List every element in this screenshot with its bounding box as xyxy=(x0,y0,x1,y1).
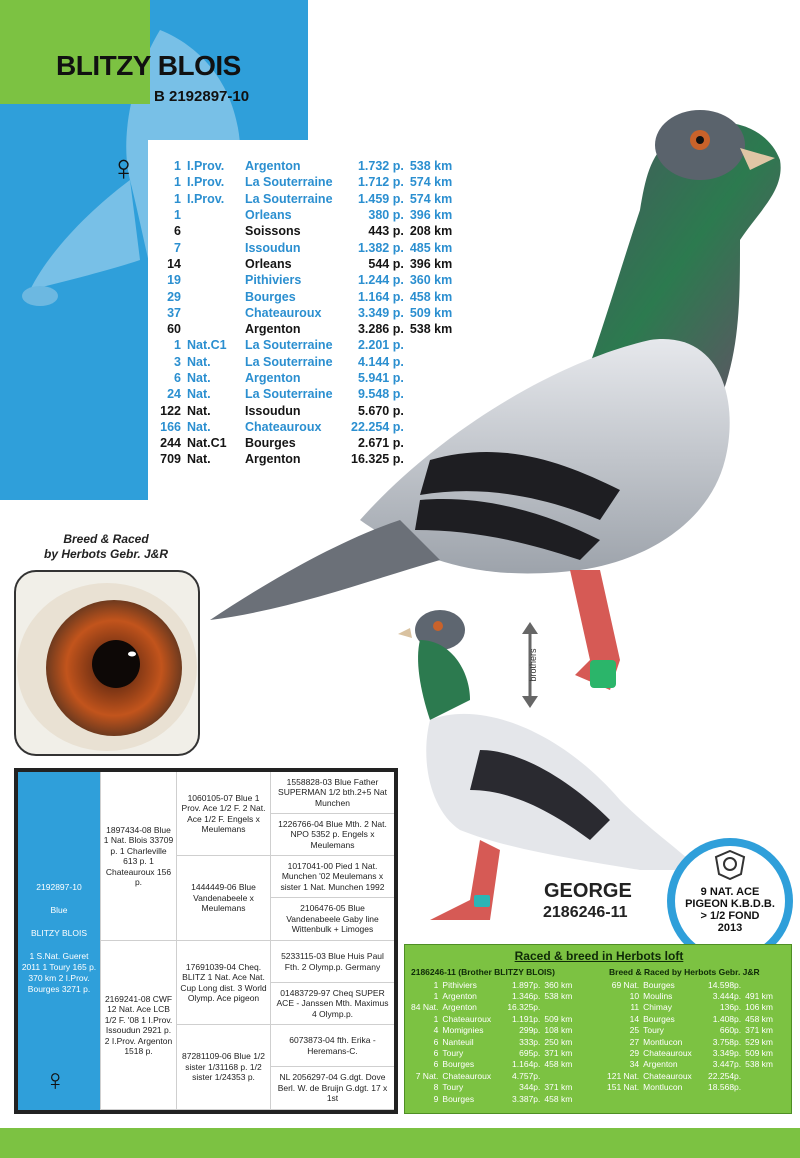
pedigree-ssd: 1226766-04 Blue Mth. 2 Nat. NPO 5352 p. Engels x Meulemans xyxy=(270,814,394,856)
result-rank: 6 xyxy=(174,371,181,385)
result-place: Issoudun xyxy=(245,240,301,255)
result-rank: 166 xyxy=(160,419,181,434)
panel-result-row xyxy=(409,1082,580,1093)
panel-result-dist: 371 km xyxy=(544,1048,573,1059)
pedigree-dam: 2169241-08 CWF 12 Nat. Ace LCB 1/2 F. '08 1 I.Prov. Issoudun 2921 p. 2 I.Prov. Argenton 1518 p. xyxy=(100,941,176,1110)
panel-result-rank: 34 xyxy=(629,1059,640,1070)
pedigree-dam-dam: 87281109-06 Blue 1/2 sister 1/31168 p. 1/2 sister 1/24353 p. xyxy=(176,1025,270,1110)
panel-result-row xyxy=(605,1047,781,1058)
result-rank: 1 xyxy=(174,159,181,174)
panel-result-place: Pithiviers xyxy=(442,979,477,990)
result-coef: 1.164 p. xyxy=(357,289,404,304)
result-coef: 1.712 p. xyxy=(357,175,404,190)
badge-line-4: 2013 xyxy=(717,922,743,934)
result-place: Soissons xyxy=(245,224,301,239)
panel-result-coef: 4.757p. xyxy=(512,1070,541,1081)
panel-result-row xyxy=(409,990,580,1001)
pedigree-chart xyxy=(14,768,398,1114)
panel-result-rank: 69 Nat. xyxy=(611,979,640,990)
result-rank: 24 xyxy=(167,387,181,402)
result-dist: 574 km xyxy=(409,175,453,190)
pedigree-sire-dam: 1444449-06 Blue Vandenabeele x Meulemans xyxy=(176,856,270,941)
result-type: Nat. xyxy=(187,403,211,418)
panel-result-coef: 3.349p. xyxy=(712,1048,742,1059)
result-type: I.Prov. xyxy=(187,175,225,190)
result-rank: 6 xyxy=(174,224,181,239)
result-coef: 2.671 p. xyxy=(357,436,404,451)
badge-line-1: 9 NAT. ACE xyxy=(700,886,760,898)
result-dist: 574 km xyxy=(409,191,453,206)
panel-result-row xyxy=(409,1093,580,1104)
pedigree-sdd: 2106476-05 Blue Vandenabeele Gaby line Wittenbulk + Limoges xyxy=(270,898,394,941)
panel-result-coef: 344p. xyxy=(519,1082,541,1093)
result-type: I.Prov. xyxy=(187,159,225,174)
panel-result-coef: 1.346p. xyxy=(512,991,541,1002)
panel-result-dist: 250 km xyxy=(544,1036,573,1047)
result-place: Pithiviers xyxy=(245,273,302,288)
panel-result-dist xyxy=(542,1002,580,1013)
result-dist: 538 km xyxy=(409,159,453,174)
result-place: Argenton xyxy=(245,371,301,385)
result-rank: 19 xyxy=(167,273,181,288)
subject-color: Blue xyxy=(50,905,68,915)
breeder-credit xyxy=(36,532,176,562)
result-rank: 7 xyxy=(174,240,181,255)
breeder-line-1: Breed & Raced xyxy=(63,532,149,546)
george-name: GEORGE xyxy=(544,880,632,902)
pedigree-sds: 1017041-00 Pied 1 Nat. Munchen '02 Meulemans x sister 1 Nat. Munchen 1992 xyxy=(270,856,394,898)
panel-result-row xyxy=(409,1070,580,1081)
pedigree-sire-sire: 1060105-07 Blue 1 Prov. Ace 1/2 F. 2 Nat. Ace 1/2 F. Engels x Meulemans xyxy=(176,772,270,856)
panel-result-rank: 1 xyxy=(433,991,439,1002)
panel-result-coef: 18.568p. xyxy=(708,1082,742,1093)
panel-result-coef: 1.191p. xyxy=(512,1013,541,1024)
panel-result-row xyxy=(409,1013,580,1024)
panel-result-coef: 16.325p. xyxy=(507,1002,541,1013)
panel-result-coef: 660p. xyxy=(719,1025,742,1036)
right-results-table xyxy=(605,979,781,1093)
result-coef: 544 p. xyxy=(368,256,404,271)
panel-result-row xyxy=(605,1002,781,1013)
panel-result-rank: 25 xyxy=(629,1025,640,1036)
panel-result-place: Montlucon xyxy=(643,1036,683,1047)
result-place: La Souterraine xyxy=(245,175,333,190)
result-rank: 29 xyxy=(167,289,181,304)
panel-result-rank: 10 xyxy=(629,991,640,1002)
result-place: Orleans xyxy=(245,256,292,271)
panel-result-row xyxy=(605,990,781,1001)
female-icon: ♀ xyxy=(110,147,137,188)
panel-result-row xyxy=(605,979,781,990)
result-rank: 709 xyxy=(160,452,181,467)
result-type: Nat. xyxy=(187,354,211,369)
panel-result-place: Chateauroux xyxy=(643,1070,692,1081)
pedigree-dds: 6073873-04 fth. Erika - Heremans-C. xyxy=(270,1025,394,1067)
result-coef: 3.349 p. xyxy=(357,305,404,320)
result-rank: 122 xyxy=(160,403,181,418)
panel-title: Raced & breed in Herbots loft xyxy=(514,949,684,963)
footer-bar xyxy=(0,1128,800,1158)
herbots-results-panel xyxy=(404,944,792,1114)
result-rank: 1 xyxy=(174,338,181,353)
panel-result-place: Chimay xyxy=(643,1002,672,1013)
panel-result-dist: 458 km xyxy=(544,1059,573,1070)
pedigree-dsd: 01483729-97 Cheq SUPER ACE - Janssen Mth. Maximus 4 Olymp.p. xyxy=(270,983,394,1025)
panel-result-dist: 538 km xyxy=(745,1059,774,1070)
result-place: La Souterraine xyxy=(245,387,333,402)
result-dist: 485 km xyxy=(409,240,453,255)
result-place: La Souterraine xyxy=(245,191,333,206)
result-coef: 1.244 p. xyxy=(357,273,404,288)
pedigree-sss: 1558828-03 Blue Father SUPERMAN 1/2 bth.2+5 Nat Munchen xyxy=(270,772,394,814)
panel-result-rank: 6 xyxy=(433,1048,439,1059)
panel-result-coef: 3.447p. xyxy=(712,1059,742,1070)
pedigree-dss: 5233115-03 Blue Huis Paul Fth. 2 Olymp.p. Germany xyxy=(270,941,394,983)
brothers-label: brothers xyxy=(528,648,538,682)
result-dist: 509 km xyxy=(409,305,453,320)
panel-result-rank: 151 Nat. xyxy=(607,1082,640,1093)
result-type: Nat.C1 xyxy=(187,436,227,451)
result-rank: 37 xyxy=(167,305,181,320)
panel-result-place: Nanteuil xyxy=(442,1036,474,1047)
panel-result-rank: 27 xyxy=(629,1036,640,1047)
panel-result-place: Chateauroux xyxy=(442,1013,492,1024)
panel-result-dist: 108 km xyxy=(544,1025,573,1036)
panel-result-dist: 458 km xyxy=(745,1013,774,1024)
panel-result-row xyxy=(605,1013,781,1024)
panel-result-rank: 9 xyxy=(433,1093,439,1104)
panel-result-coef: 333p. xyxy=(519,1036,541,1047)
panel-result-place: Argenton xyxy=(442,991,477,1002)
panel-result-place: Bourges xyxy=(643,1013,675,1024)
pedigree-subject xyxy=(18,772,100,1110)
result-coef: 4.144 p. xyxy=(357,354,404,369)
pedigree-dam-sire: 17691039-04 Cheq. BLITZ 1 Nat. Ace Nat. Cup Long dist. 3 World Olymp. Ace pigeon xyxy=(176,941,270,1025)
result-coef: 3.286 p. xyxy=(357,322,404,337)
panel-result-coef: 14.598p. xyxy=(708,979,742,990)
panel-result-place: Momignies xyxy=(442,1025,484,1036)
panel-result-place: Chateauroux xyxy=(442,1070,492,1081)
result-rank: 14 xyxy=(167,256,181,271)
result-dist: 208 km xyxy=(409,224,453,239)
result-place: Bourges xyxy=(245,289,296,304)
result-coef: 380 p. xyxy=(368,208,404,223)
panel-result-dist: 509 km xyxy=(544,1013,573,1024)
panel-result-coef: 3.444p. xyxy=(712,991,742,1002)
panel-result-dist: 491 km xyxy=(745,991,774,1002)
result-rank: 1 xyxy=(174,191,181,206)
result-dist: 458 km xyxy=(409,289,453,304)
result-rank: 1 xyxy=(174,208,181,223)
badge-line-2: PIGEON K.B.D.B. xyxy=(685,898,775,910)
panel-result-row xyxy=(605,1059,781,1070)
panel-result-row xyxy=(409,1047,580,1058)
result-place: Chateauroux xyxy=(245,419,322,434)
panel-result-coef: 1.897p. xyxy=(512,979,541,990)
panel-result-rank: 4 xyxy=(433,1025,439,1036)
panel-result-rank: 11 xyxy=(630,1002,640,1013)
result-dist: 396 km xyxy=(409,256,453,271)
panel-result-rank: 1 xyxy=(433,979,439,990)
kbdb-logo-icon xyxy=(713,850,747,880)
left-header: 2186246-11 (Brother BLITZY BLOIS) xyxy=(411,967,555,977)
panel-result-coef: 3.387p. xyxy=(512,1093,541,1104)
result-dist: 538 km xyxy=(409,322,453,337)
panel-result-row xyxy=(605,1082,781,1093)
panel-result-rank: 8 xyxy=(433,1082,439,1093)
subject-results: 1 S.Nat. Gueret 2011 1 Toury 165 p. 370 km 2 I.Prov. Bourges 3271 p. xyxy=(21,951,97,994)
result-type: Nat. xyxy=(187,371,211,385)
panel-result-dist xyxy=(743,1070,781,1081)
result-coef: 443 p. xyxy=(368,224,404,239)
left-results-table xyxy=(409,979,580,1104)
panel-result-rank: 84 Nat. xyxy=(411,1002,439,1013)
result-rank: 244 xyxy=(160,436,181,451)
result-coef: 16.325 p. xyxy=(351,452,404,467)
panel-result-rank: 121 Nat. xyxy=(607,1070,640,1081)
panel-result-dist xyxy=(743,979,781,990)
result-coef: 5.670 p. xyxy=(357,403,404,418)
result-place: Orleans xyxy=(245,208,292,223)
panel-result-row xyxy=(605,1070,781,1081)
subject-ring: 2192897-10 xyxy=(36,882,82,892)
panel-result-dist: 529 km xyxy=(745,1036,774,1047)
panel-result-place: Argenton xyxy=(442,1002,477,1013)
panel-result-dist: 106 km xyxy=(745,1002,774,1013)
panel-result-place: Toury xyxy=(442,1048,464,1059)
result-place: La Souterraine xyxy=(245,338,333,353)
result-dist: 396 km xyxy=(409,208,453,223)
panel-result-row xyxy=(409,979,580,990)
panel-result-coef: 299p. xyxy=(519,1025,541,1036)
panel-result-dist: 371 km xyxy=(544,1082,573,1093)
pedigree-sire: 1897434-08 Blue 1 Nat. Blois 33709 p. 1 Charleville 613 p. 1 Chateauroux 156 p. xyxy=(100,772,176,941)
result-place: Chateauroux xyxy=(245,305,322,320)
panel-result-place: Moulins xyxy=(643,991,673,1002)
result-coef: 1.382 p. xyxy=(357,240,404,255)
result-dist: 360 km xyxy=(409,273,453,288)
panel-result-place: Bourges xyxy=(442,1093,475,1104)
panel-result-place: Argenton xyxy=(643,1059,678,1070)
result-coef: 1.732 p. xyxy=(357,159,404,174)
panel-result-place: Bourges xyxy=(442,1059,475,1070)
george-ring-number: 2186246-11 xyxy=(543,904,628,921)
panel-result-place: Chateauroux xyxy=(643,1048,692,1059)
panel-result-rank: 1 xyxy=(433,1013,439,1024)
result-type: Nat. xyxy=(187,387,211,402)
result-place: Argenton xyxy=(245,159,301,174)
panel-result-rank: 6 xyxy=(433,1036,439,1047)
result-rank: 1 xyxy=(174,175,181,190)
panel-result-dist: 371 km xyxy=(745,1025,774,1036)
panel-result-coef: 136p. xyxy=(719,1002,742,1013)
result-coef: 5.941 p. xyxy=(357,371,404,385)
panel-result-coef: 3.758p. xyxy=(712,1036,742,1047)
panel-result-place: Toury xyxy=(643,1025,664,1036)
subject-name: BLITZY BLOIS xyxy=(30,928,88,938)
right-header: Breed & Raced by Herbots Gebr. J&R xyxy=(609,967,760,977)
result-type: I.Prov. xyxy=(187,191,225,206)
panel-result-rank: 29 xyxy=(629,1048,640,1059)
panel-result-dist xyxy=(743,1082,781,1093)
panel-result-dist: 360 km xyxy=(544,979,573,990)
panel-result-rank: 6 xyxy=(433,1059,439,1070)
panel-result-row xyxy=(409,1059,580,1070)
result-rank: 3 xyxy=(174,354,181,369)
panel-result-rank: 7 Nat. xyxy=(415,1070,439,1081)
panel-result-row xyxy=(605,1025,781,1036)
result-type: Nat. xyxy=(187,452,211,467)
panel-result-place: Bourges xyxy=(643,979,675,990)
badge-line-3: > 1/2 FOND xyxy=(700,910,760,922)
result-place: Issoudun xyxy=(245,403,301,418)
panel-result-row xyxy=(605,1036,781,1047)
panel-result-dist: 458 km xyxy=(544,1093,573,1104)
panel-result-dist xyxy=(542,1070,580,1081)
breeder-line-2: by Herbots Gebr. J&R xyxy=(43,547,169,561)
result-coef: 22.254 p. xyxy=(351,419,404,434)
panel-result-dist: 538 km xyxy=(544,991,573,1002)
female-icon: ♀ xyxy=(44,1064,67,1097)
pedigree-ddd: NL 2056297-04 G.dgt. Dove Berl. W. de Bruijn G.dgt. 17 x 1st xyxy=(270,1067,394,1110)
panel-result-rank: 14 xyxy=(629,1013,640,1024)
eye-icon xyxy=(16,572,198,754)
result-type: Nat.C1 xyxy=(187,338,227,353)
result-coef: 1.459 p. xyxy=(357,191,404,206)
panel-result-coef: 1.408p. xyxy=(712,1013,742,1024)
result-place: Bourges xyxy=(245,436,296,451)
panel-result-row xyxy=(409,1036,580,1047)
ring-number: B 2192897-10 xyxy=(154,88,250,105)
result-coef: 2.201 p. xyxy=(357,338,404,353)
panel-result-coef: 22.254p. xyxy=(708,1070,742,1081)
panel-result-coef: 1.164p. xyxy=(512,1059,541,1070)
panel-result-place: Toury xyxy=(442,1082,464,1093)
eye-photo xyxy=(14,570,200,756)
pigeon-name-title: BLITZY BLOIS xyxy=(56,50,241,81)
result-place: La Souterraine xyxy=(245,354,333,369)
result-rank: 60 xyxy=(167,322,181,337)
result-place: Argenton xyxy=(245,452,301,467)
panel-result-dist: 509 km xyxy=(745,1048,774,1059)
panel-result-row xyxy=(409,1025,580,1036)
panel-result-coef: 695p. xyxy=(519,1048,541,1059)
result-coef: 9.548 p. xyxy=(357,387,404,402)
panel-result-place: Montlucon xyxy=(643,1082,683,1093)
result-place: Argenton xyxy=(245,322,301,337)
result-type: Nat. xyxy=(187,419,211,434)
panel-result-row xyxy=(409,1002,580,1013)
